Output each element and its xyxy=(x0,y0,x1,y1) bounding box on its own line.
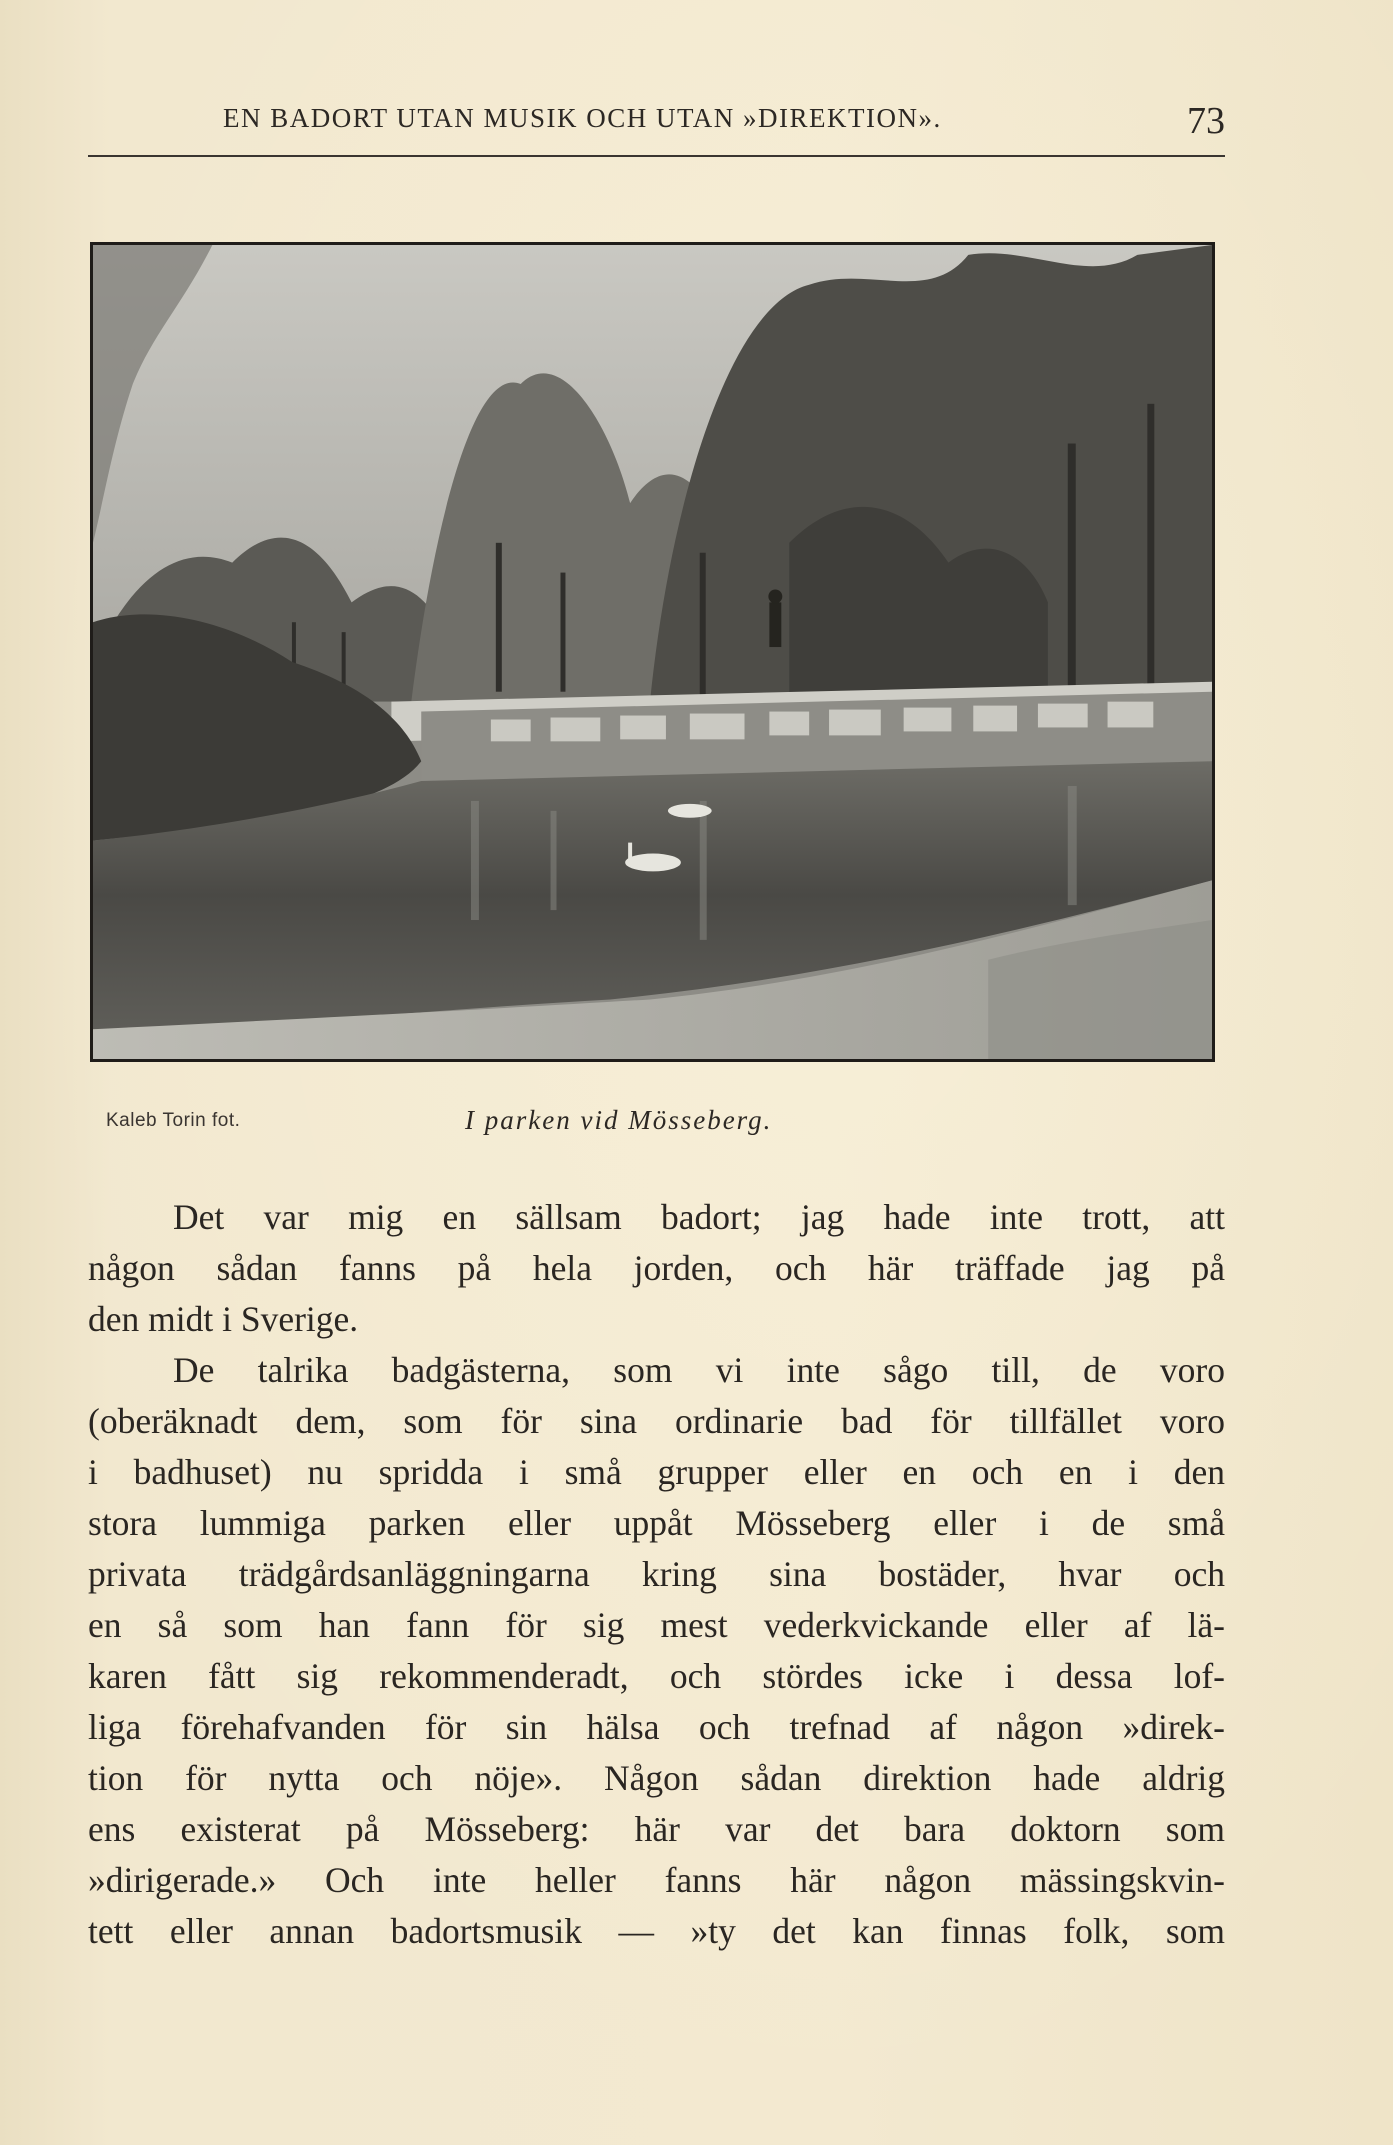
text-line: stora lummiga parken eller uppåt Mösseberg eller i de små xyxy=(88,1503,1225,1543)
text-line: någon sådan fanns på hela jorden, och här träffade jag på xyxy=(88,1248,1225,1288)
text-line: privata trädgårdsanläggningarna kring sina bostäder, hvar och xyxy=(88,1554,1225,1594)
body-text xyxy=(88,1192,1225,1957)
text-line: De talrika badgästerna, som vi inte sågo till, de voro xyxy=(173,1350,1225,1390)
text-line: i badhuset) nu spridda i små grupper eller en och en i den xyxy=(88,1452,1225,1492)
text-line: »dirigerade.» Och inte heller fanns här någon mässingskvin- xyxy=(88,1860,1225,1900)
park-pond-illustration xyxy=(93,245,1212,1059)
text-line: ens existerat på Mösseberg: här var det bara doktorn som xyxy=(88,1809,1225,1849)
figure-caption: I parken vid Mösseberg. xyxy=(465,1105,773,1135)
text-line: karen fått sig rekommenderadt, och stördes icke i dessa lof- xyxy=(88,1656,1225,1696)
page-number: 73 xyxy=(1187,100,1225,142)
photographer-credit: Kaleb Torin fot. xyxy=(106,1110,241,1131)
text-line: (oberäknadt dem, som för sina ordinarie bad för tillfället voro xyxy=(88,1401,1225,1441)
running-head: EN BADORT UTAN MUSIK OCH UTAN »DIREKTION». xyxy=(223,103,942,133)
text-line: liga förehafvanden för sin hälsa och trefnad af någon »direk- xyxy=(88,1707,1225,1747)
header-rule xyxy=(88,155,1225,157)
text-line: en så som han fann för sig mest vederkvickande eller af lä- xyxy=(88,1605,1225,1645)
text-line: Det var mig en sällsam badort; jag hade inte trott, att xyxy=(173,1197,1225,1237)
figure-caption-row xyxy=(100,1105,1200,1145)
park-photograph xyxy=(90,242,1215,1062)
page-header xyxy=(88,95,1225,155)
text-line: tion för nytta och nöje». Någon sådan direktion hade aldrig xyxy=(88,1758,1225,1798)
text-line: den midt i Sverige. xyxy=(88,1299,359,1339)
text-line: tett eller annan badortsmusik — »ty det kan finnas folk, som xyxy=(88,1911,1225,1951)
